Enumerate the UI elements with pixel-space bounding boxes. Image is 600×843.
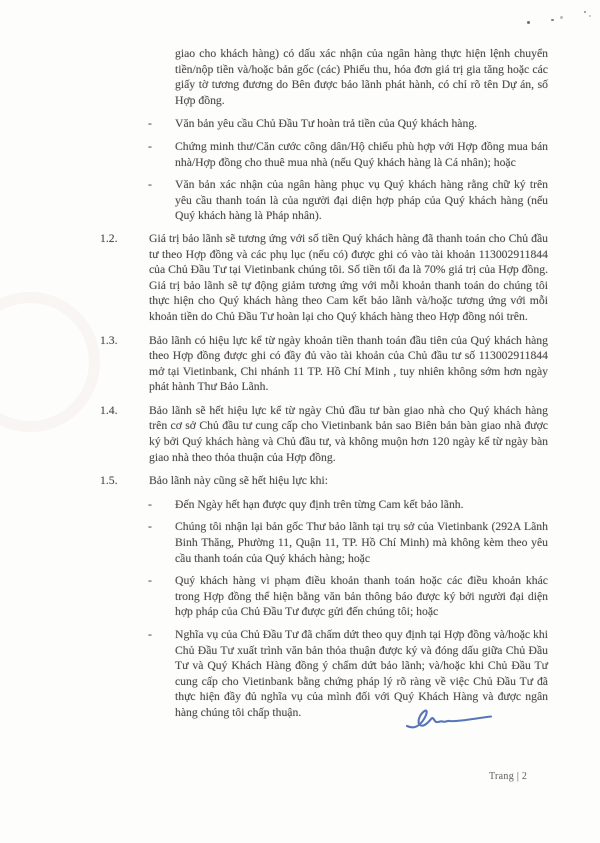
bullet-item [100,573,548,620]
bullet-dash: - [148,139,152,153]
item-text: Văn bản yêu cầu Chủ Đầu Tư hoàn trả tiền của Quý khách hàng. [175,117,478,131]
item-text: Quý khách hàng vi phạm điều khoản thanh toán hoặc các điều khoản khác trong Hợp đồng thể hiện bằng văn bản thông báo được ký bởi người đại diện hợp pháp của Chủ Đầu Tư được gửi đến chúng tôi; hoặc [175,574,548,619]
bullet-dash: - [148,178,152,192]
item-number: 1.2. [100,231,118,245]
document-body [100,46,548,728]
paragraph-continuation: giao cho khách hàng) có dấu xác nhận của ngân hàng thực hiện lệnh chuyển tiền/nộp tiền và/hoặc bản gốc (các) Phiếu thu, hóa đơn giá trị gia tăng hoặc các giấy tờ tương đương do Bên được bảo lãnh phát hành, có chỉ rõ tên Dự án, số Hợp đồng. [175,47,548,107]
item-text: Chứng minh thư/Căn cước công dân/Hộ chiếu phù hợp với Hợp đồng mua bán nhà/Hợp đồng cho thuê mua nhà (nếu Quý khách hàng là Cá nhân); hoặc [175,139,548,169]
item-number: 1.4. [100,403,118,417]
scan-speck [584,11,586,13]
numbered-item-1-5 [100,473,548,489]
scan-speck [589,15,591,17]
bullet-item [100,519,548,566]
stamp-bleedthrough [0,292,100,432]
signature-ink [402,702,496,734]
item-text: Giá trị bảo lãnh sẽ tương ứng với số tiền Quý khách hàng đã thanh toán cho Chủ đầu tư theo Hợp đồng và các phụ lục (nếu có) được ghi có vào tài khoản 113002911844 của Chủ Đầu Tư tại Vietinbank chúng tôi. Số tiền tối đa là 70% giá trị của Hợp đồng. Giá trị bảo lãnh sẽ tự động giảm tương ứng với mỗi khoản thanh toán do chúng tôi thực hiện cho Quý khách hàng theo Cam kết bảo lãnh và/hoặc tương ứng với mỗi khoản tiền do Chủ Đầu Tư hoàn lại cho Quý khách hàng theo Hợp đồng nói trên. [149,231,548,323]
item-text: Chúng tôi nhận lại bản gốc Thư bảo lãnh tại trụ sở của Vietinbank (292A Lãnh Binh Thăng, Phường 11, Quận 11, TP. Hồ Chí Minh) mà không kèm theo yêu cầu thanh toán của Quý khách hàng; hoặc [175,520,548,565]
item-text: Bảo lãnh sẽ hết hiệu lực kể từ ngày Chủ đầu tư bàn giao nhà cho Quý khách hàng trên cơ sở Chủ đầu tư cung cấp cho Vietinbank bản sao Biên bản bàn giao nhà được ký bởi Quý khách hàng và Chủ đầu tư, và không muộn hơn 120 ngày kể từ ngày bàn giao nhà theo thỏa thuận của Hợp đồng. [149,403,548,464]
item-text: Văn bản xác nhận của ngân hàng phục vụ Quý khách hàng rằng chữ ký trên yêu cầu thanh toán là của người đại diện hợp pháp của Quý khách hàng (nếu Quý khách hàng là Pháp nhân). [175,178,548,223]
item-number: 1.3. [100,333,118,347]
bullet-item [100,116,548,132]
scan-speck [527,21,530,24]
scan-speck [560,16,563,19]
bullet-dash: - [148,117,152,131]
bullet-dash: - [148,497,152,511]
bullet-item [100,139,548,170]
bullet-dash: - [148,520,152,534]
bullet-item [100,497,548,513]
bullet-dash: - [148,628,152,641]
item-text: Bảo lãnh này cũng sẽ hết hiệu lực khi: [149,474,329,488]
bullet-item [100,177,548,224]
item-text: Nghĩa vụ của Chủ Đầu Tư đã chấm dứt theo quy định tại Hợp đồng và/hoặc khi Chủ Đầu Tư xuất trình văn bản thỏa thuận được ký và đóng dấu giữa Chủ Đầu Tư và Quý Khách Hàng đồng ý chấm dứt bảo lãnh; và/hoặc khi Chủ Đầu Tư cung cấp cho Vietinbank bằng chứng pháp lý rõ ràng về việc Chủ Đầu Tư đã thực hiện đầy đủ nghĩa vụ của mình đối với Quý Khách Hàng và được ngân hàng chúng tôi chấp thuận. [175,628,548,719]
scan-speck [551,19,554,21]
item-text: Đến Ngày hết hạn được quy định trên từng Cam kết bảo lãnh. [175,497,464,511]
numbered-item-1-4 [100,403,548,465]
bullet-dash: - [148,574,152,588]
numbered-item-1-3 [100,333,548,395]
page-number-footer: Trang | 2 [489,771,528,782]
item-text: Bảo lãnh có hiệu lực kể từ ngày khoản tiền thanh toán đầu tiên của Quý khách hàng theo Hợp đồng được ghi có đầy đủ vào tài khoản của Chủ đầu tư số 113002911844 mở tại Vietinbank, Chi nhánh 11 TP. Hồ Chí Minh , tuy nhiên không sớm hơn ngày phát hành Thư Bảo Lãnh. [149,333,548,394]
numbered-item-1-2 [100,231,548,325]
item-number: 1.5. [100,474,118,488]
